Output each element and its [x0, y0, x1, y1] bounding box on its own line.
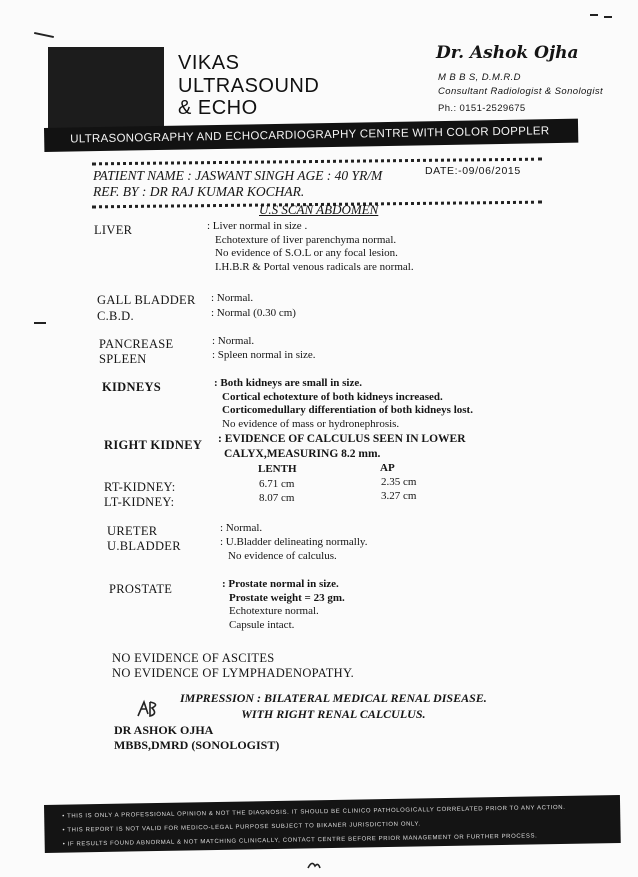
finding-line: Echotexture of liver parenchyma normal.: [215, 233, 397, 246]
scan-mark: [34, 32, 54, 38]
finding-line: : Both kidneys are small in size.: [214, 377, 363, 389]
pancreas-label: PANCREASE: [99, 337, 174, 351]
impression-line2: WITH RIGHT RENAL CALCULUS.: [241, 707, 426, 721]
finding-line: Cortical echotexture of both kidneys increased.: [222, 390, 443, 403]
impression-line1: IMPRESSION : BILATERAL MEDICAL RENAL DISEASE.: [180, 691, 487, 705]
right-kidney-line1: : EVIDENCE OF CALCULUS SEEN IN LOWER: [218, 433, 466, 445]
lt-kidney-ap: 3.27 cm: [381, 490, 417, 502]
initials-signature-mark: [136, 698, 164, 720]
lt-kidney-label: LT-KIDNEY:: [104, 495, 175, 509]
prostate-findings: [222, 578, 345, 632]
signatory-degree: MBBS,DMRD (SONOLOGIST): [114, 738, 280, 752]
cbd-value: : Normal (0.30 cm): [211, 307, 296, 319]
finding-line: No evidence of calculus.: [228, 549, 337, 562]
patient-line: PATIENT NAME : JASWANT SINGH AGE : 40 YR/M: [93, 168, 383, 183]
scan-mark: [34, 322, 46, 324]
cbd-label: C.B.D.: [97, 309, 134, 323]
scan-mark: [590, 14, 598, 16]
gall-bladder-label: GALL BLADDER: [97, 293, 196, 307]
right-kidney-label: RIGHT KIDNEY: [104, 438, 203, 452]
doctor-phone: Ph.: 0151-2529675: [438, 103, 526, 114]
ureter-label: URETER: [107, 524, 158, 538]
right-kidney-line2: CALYX,MEASURING 8.2 mm.: [224, 448, 381, 460]
finding-line: : U.Bladder delineating normally.: [220, 536, 368, 548]
finding-line: : Liver normal in size .: [207, 220, 308, 232]
clinic-logo: [48, 47, 164, 129]
report-title: U.S SCAN ABDOMEN: [259, 202, 379, 217]
liver-label: LIVER: [94, 223, 133, 237]
finding-line: Capsule intact.: [229, 618, 295, 631]
signatory-name: DR ASHOK OJHA: [114, 723, 214, 737]
page-mark: [306, 860, 322, 870]
length-column-header: LENTH: [258, 463, 297, 475]
ap-column-header: AP: [380, 462, 395, 474]
report-date: DATE:-09/06/2015: [425, 165, 521, 177]
disclaimer-line: • IF RESULTS FOUND ABNORMAL & NOT MATCHING CLINICALLY, CONTACT CENTRE BEFORE PRIOR MANAGEMENT OR FURTHER PROCESS.: [62, 833, 538, 848]
clinic-name-line3: & ECHO: [178, 97, 258, 119]
finding-line: No evidence of S.O.L or any focal lesion.: [215, 247, 398, 259]
gall-bladder-value: : Normal.: [211, 292, 254, 304]
spleen-label: SPLEEN: [99, 352, 147, 366]
clinic-name-line2: ULTRASOUND: [178, 75, 320, 97]
footer-disclaimer: [44, 795, 621, 853]
disclaimer-line: • THIS IS ONLY A PROFESSIONAL OPINION & NOT THE DIAGNOSIS. IT SHOULD BE CLINICO PATHOLOGICALLY CORRELATED PRIOR TO ANY ACTION.: [62, 804, 566, 820]
rt-kidney-length: 6.71 cm: [259, 478, 295, 490]
prostate-label: PROSTATE: [109, 582, 173, 596]
finding-line: : Prostate normal in size.: [222, 578, 339, 590]
referred-by: REF. BY : DR RAJ KUMAR KOCHAR.: [93, 184, 305, 199]
ubladder-findings: [220, 536, 367, 563]
lt-kidney-length: 8.07 cm: [259, 492, 295, 504]
note-ascites: NO EVIDENCE OF ASCITES: [112, 651, 275, 665]
spleen-value: : Spleen normal in size.: [212, 349, 316, 361]
finding-line: Echotexture normal.: [229, 605, 319, 617]
finding-line: Prostate weight = 23 gm.: [229, 591, 345, 604]
finding-line: I.H.B.R & Portal venous radicals are normal.: [215, 260, 414, 273]
liver-findings: [207, 220, 414, 274]
header-banner: ULTRASONOGRAPHY AND ECHOCARDIOGRAPHY CENTRE WITH COLOR DOPPLER: [44, 119, 578, 152]
finding-line: Corticomedullary differentiation of both kidneys lost.: [222, 404, 473, 416]
scan-mark: [604, 16, 612, 18]
clinic-name-line1: VIKAS: [178, 52, 240, 74]
doctor-role: Consultant Radiologist & Sonologist: [438, 86, 604, 97]
note-lymphadenopathy: NO EVIDENCE OF LYMPHADENOPATHY.: [112, 666, 355, 680]
rt-kidney-label: RT-KIDNEY:: [104, 480, 176, 494]
kidneys-findings: [214, 377, 473, 431]
doctor-degree: M B B S, D.M.R.D: [438, 72, 521, 83]
rt-kidney-ap: 2.35 cm: [381, 476, 417, 488]
finding-line: No evidence of mass or hydronephrosis.: [222, 417, 400, 430]
ubladder-label: U.BLADDER: [107, 539, 181, 553]
kidneys-label: KIDNEYS: [102, 380, 162, 394]
disclaimer-line: • THIS REPORT IS NOT VALID FOR MEDICO-LEGAL PURPOSE SUBJECT TO BIKANER JURISDICTION ONLY.: [62, 821, 421, 834]
doctor-name: Dr. Ashok Ojha: [436, 43, 579, 63]
pancreas-value: : Normal.: [212, 335, 255, 347]
ureter-value: : Normal.: [220, 522, 263, 534]
impression: [180, 690, 487, 722]
